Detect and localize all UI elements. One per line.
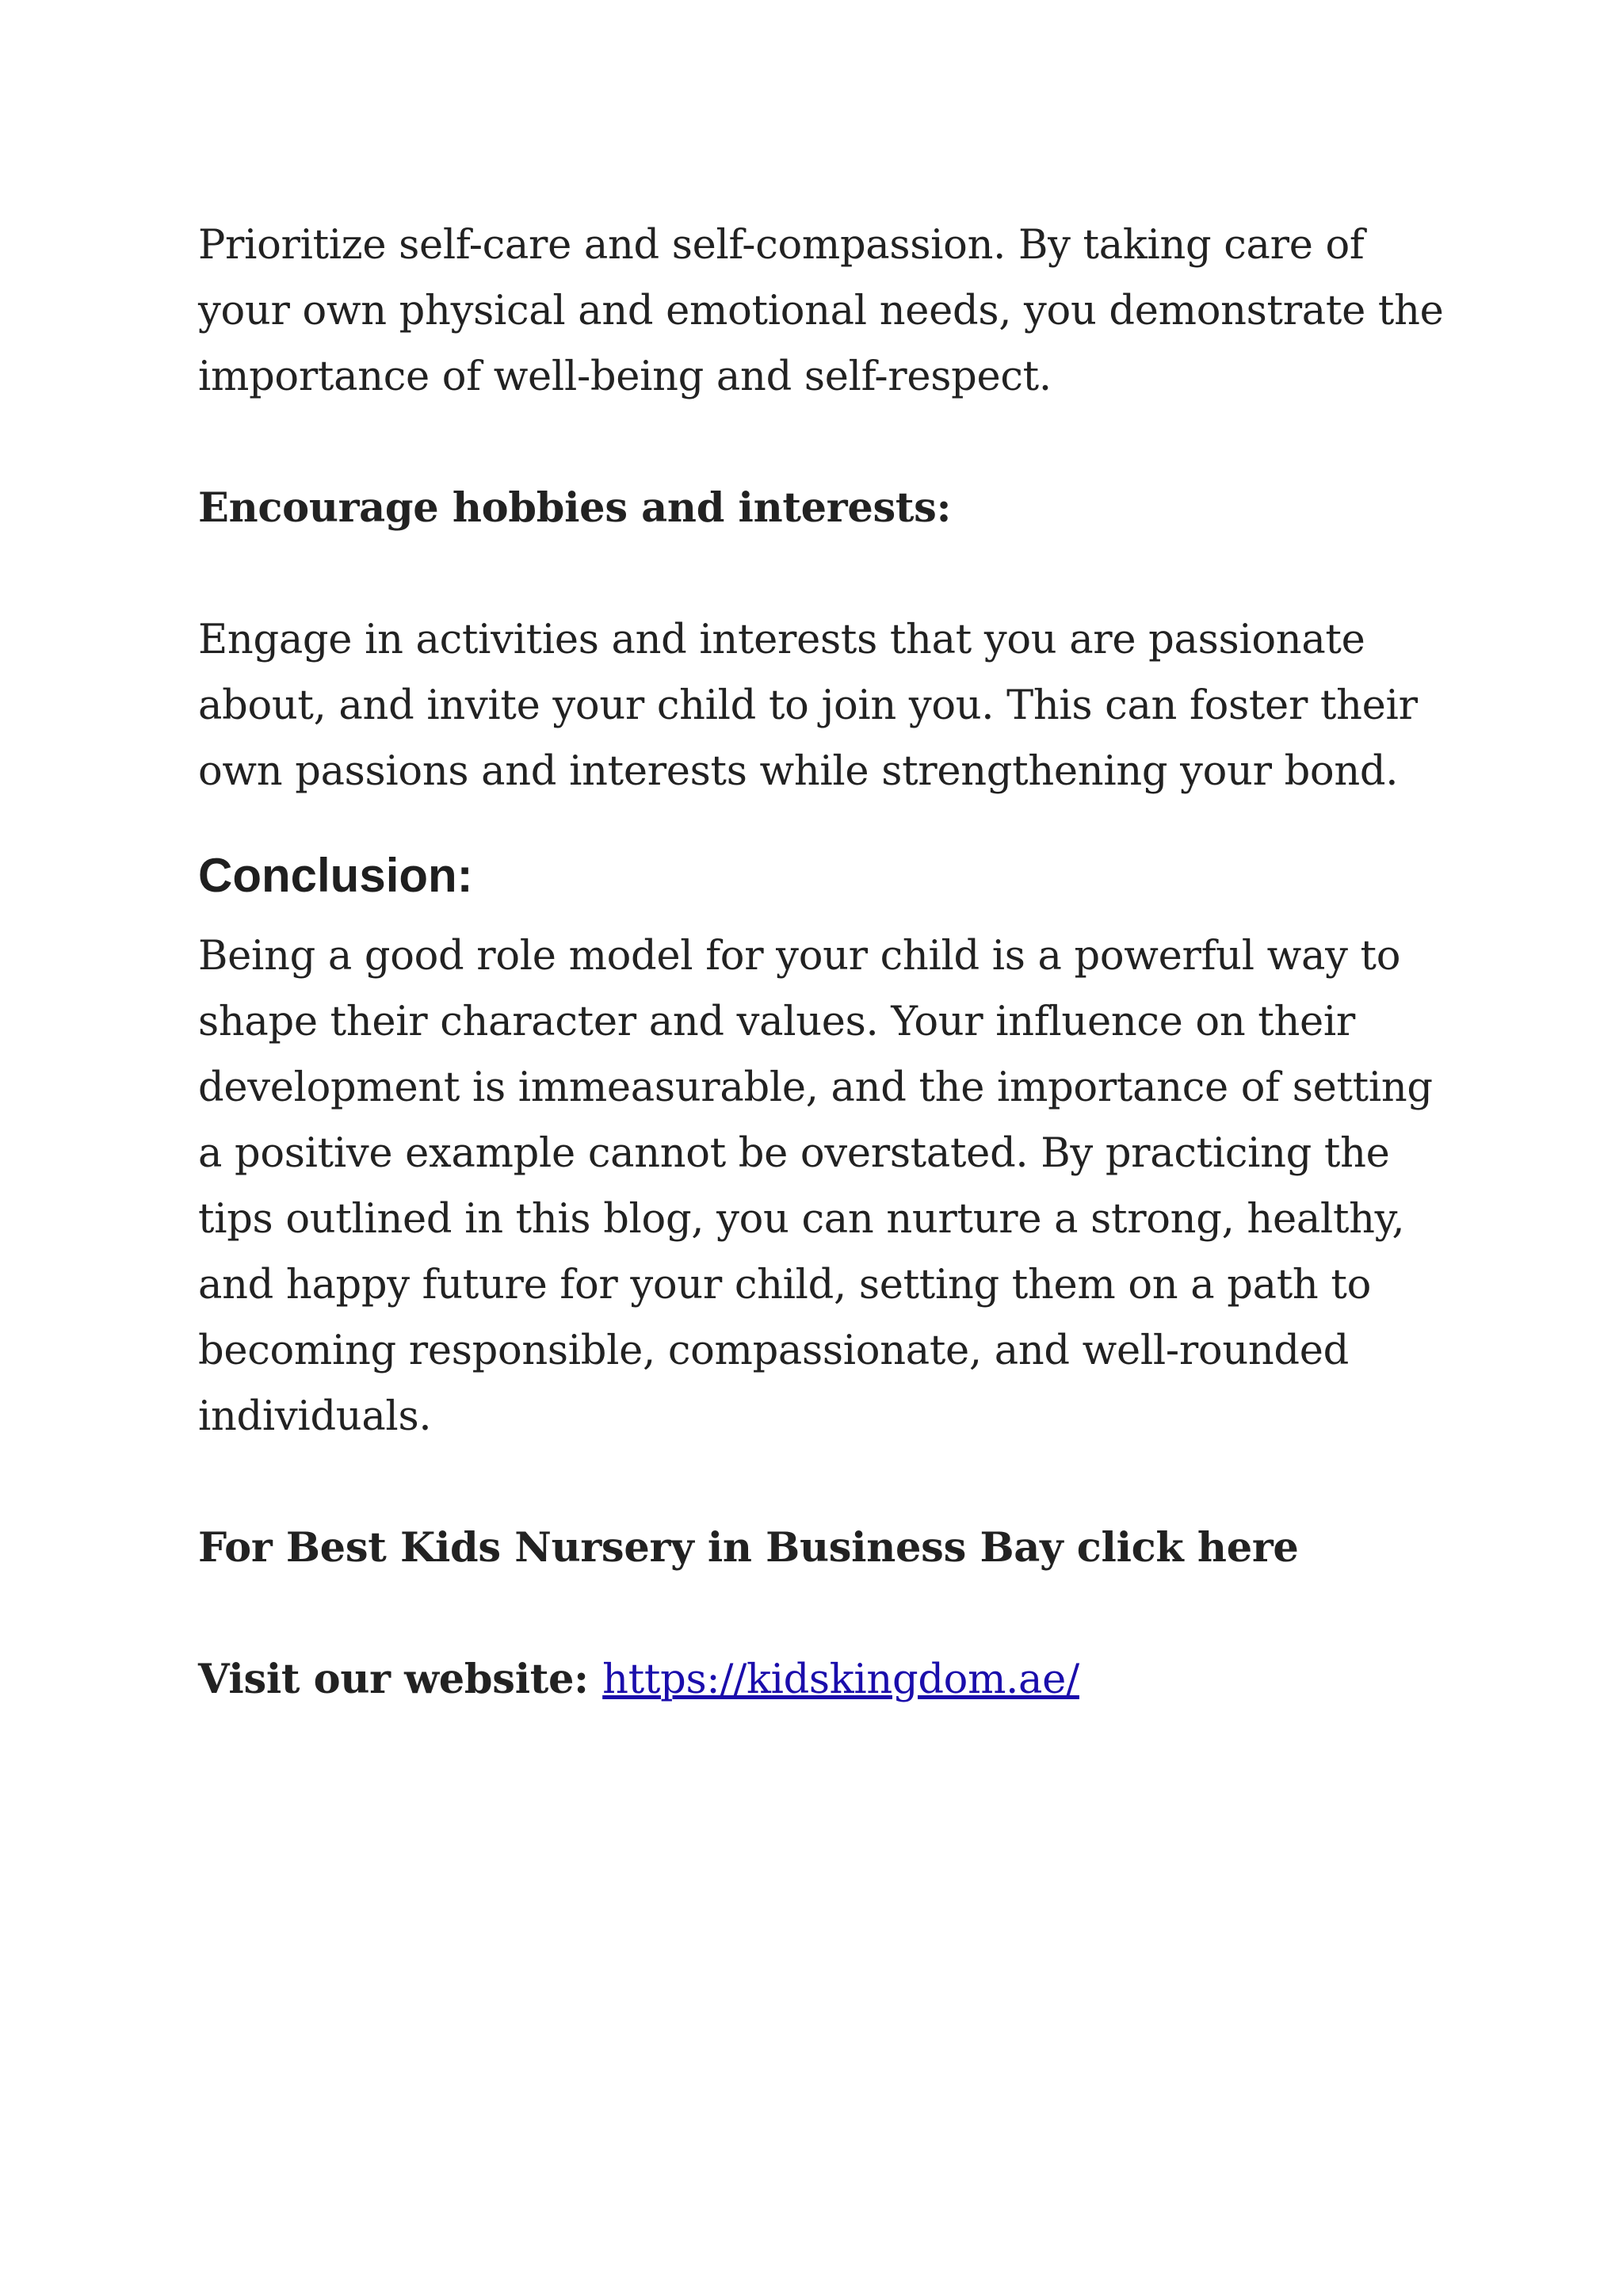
selfcare-paragraph: Prioritize self-care and self-compassion. By taking care of your own physical and emotional needs, you demonstrate the importance of well-being and self-respect. bbox=[198, 222, 1444, 400]
website-label: Visit our website: bbox=[198, 1656, 589, 1703]
document-body bbox=[198, 212, 1450, 1713]
conclusion-paragraph: Being a good role model for your child is a powerful way to shape their character and values. Your influence on their development is immeasurable, and the importance of setting a positive example cannot be overstated. By practicing the tips outlined in this blog, you can nurture a strong, healthy, and happy future for your child, setting them on a path to becoming responsible, compassionate, and well-rounded individuals. bbox=[198, 933, 1433, 1440]
website-cta bbox=[198, 1647, 1450, 1713]
nursery-cta: For Best Kids Nursery in Business Bay click here bbox=[198, 1524, 1299, 1572]
hobbies-paragraph: Engage in activities and interests that you are passionate about, and invite your child to join you. This can foster their own passions and interests while strengthening your bond. bbox=[198, 617, 1418, 795]
hobbies-heading: Encourage hobbies and interests: bbox=[198, 484, 952, 532]
website-link[interactable]: https://kidskingdom.ae/ bbox=[602, 1656, 1079, 1703]
conclusion-heading: Conclusion: bbox=[198, 849, 473, 902]
